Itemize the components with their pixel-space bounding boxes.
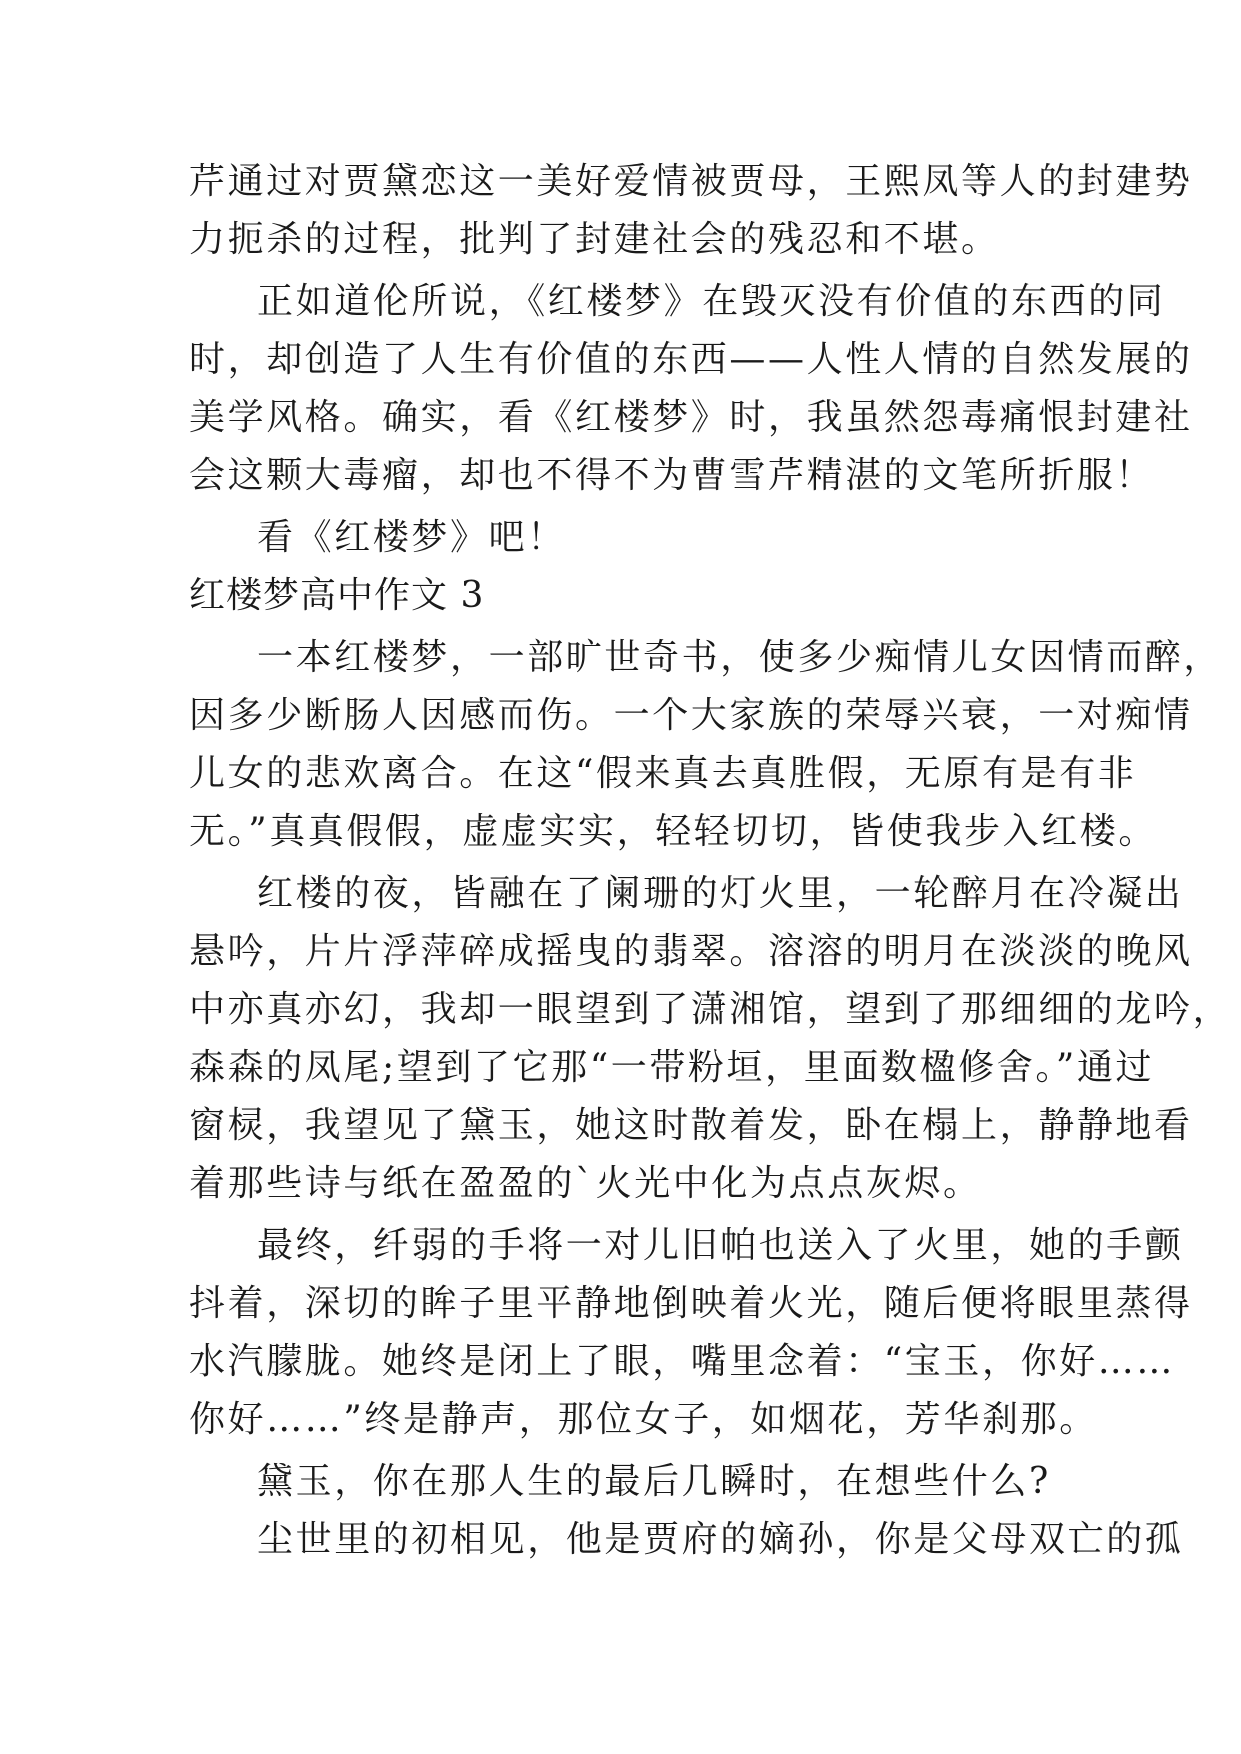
paragraph-line: 中亦真亦幻，我却一眼望到了潇湘馆，望到了那细细的龙吟， [189,989,1232,1030]
paragraph-line: 红楼的夜，皆融在了阑珊的灯火里，一轮醉月在冷凝出 [257,873,1184,914]
paragraph-line: 时，却创造了人生有价值的东西——人性人情的自然发展的 [189,339,1193,380]
paragraph-line: 森森的凤尾;望到了它那“一带粉垣，里面数楹修舍。”通过 [189,1047,1155,1088]
paragraph-line: 美学风格。确实，看《红楼梦》时，我虽然怨毒痛恨封建社 [189,397,1193,438]
paragraph-line: 无。”真真假假，虚虚实实，轻轻切切，皆使我步入红楼。 [189,811,1158,852]
paragraph-line: 一本红楼梦，一部旷世奇书，使多少痴情儿女因情而醉， [257,637,1223,678]
paragraph-line: 你好……”终是静声，那位女子，如烟花，芳华刹那。 [189,1399,1098,1440]
paragraph-line: 黛玉，你在那人生的最后几瞬时，在想些什么? [257,1461,1051,1502]
paragraph-line: 因多少断肠人因感而伤。一个大家族的荣辱兴衰，一对痴情 [189,695,1193,736]
paragraph-line: 抖着，深切的眸子里平静地倒映着火光，随后便将眼里蒸得 [189,1283,1193,1324]
paragraph-line: 尘世里的初相见，他是贾府的嫡孙，你是父母双亡的孤 [257,1519,1184,1560]
paragraph-line: 着那些诗与纸在盈盈的`火光中化为点点灰烬。 [189,1163,982,1204]
paragraph-line: 正如道伦所说，《红楼梦》在毁灭没有价值的东西的同 [257,281,1166,322]
paragraph-line: 悬吟，片片浮萍碎成摇曳的翡翠。溶溶的明月在淡淡的晚风 [189,931,1193,972]
paragraph-line: 看《红楼梦》吧！ [257,517,566,558]
paragraph-line: 最终，纤弱的手将一对儿旧帕也送入了火里，她的手颤 [257,1225,1184,1266]
paragraph-line: 水汽朦胧。她终是闭上了眼，嘴里念着：“宝玉，你好…… [189,1341,1176,1382]
paragraph-line: 窗棂，我望见了黛玉，她这时散着发，卧在榻上，静静地看 [189,1105,1193,1146]
paragraph-line: 会这颗大毒瘤，却也不得不为曹雪芹精湛的文笔所折服！ [189,455,1155,496]
section-heading: 红楼梦高中作文 3 [189,575,485,616]
paragraph-line: 芹通过对贾黛恋这一美好爱情被贾母，王熙凤等人的封建势 [189,161,1193,202]
paragraph-line: 儿女的悲欢离合。在这“假来真去真胜假，无原有是有非 [189,753,1137,794]
paragraph-line: 力扼杀的过程，批判了封建社会的残忍和不堪。 [189,219,1000,260]
